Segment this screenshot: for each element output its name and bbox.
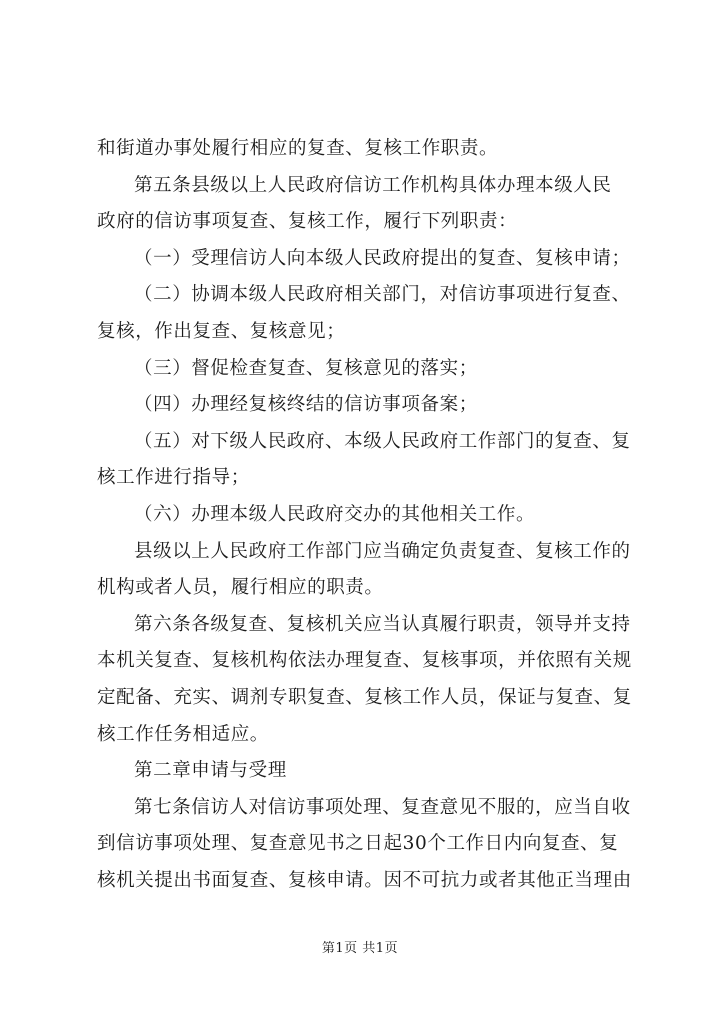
text-line: 核工作进行指导； [97,467,250,489]
text-line: 机构或者人员，履行相应的职责。 [97,577,384,599]
text-line: （六）办理本级人民政府交办的其他相关工作。 [134,503,536,525]
text-line: 县级以上人民政府工作部门应当确定负责复查、复核工作的 [134,540,631,562]
text-line: 第五条县级以上人民政府信访工作机构具体办理本级人民 [134,174,612,196]
text-line: （三）督促检查复查、复核意见的落实； [134,357,478,379]
text-line: 复核，作出复查、复核意见； [97,320,346,342]
page-number: 第1页 共1页 [321,941,399,956]
text-line: （五）对下级人民政府、本级人民政府工作部门的复查、复 [134,430,631,452]
text-line: 第七条信访人对信访事项处理、复查意见不服的，应当自收 [134,796,631,818]
text-line: 和街道办事处履行相应的复查、复核工作职责。 [97,138,499,159]
text-line: 核工作任务相适应。 [97,723,269,745]
text-line: （一）受理信访人向本级人民政府提出的复查、复核申请； [134,247,631,269]
text-line: 到信访事项处理、复查意见书之日起30个工作日内向复查、复 [97,833,619,855]
text-line: 政府的信访事项复查、复核工作，履行下列职责： [97,211,518,233]
text-line: （四）办理经复核终结的信访事项备案； [134,394,478,416]
page-footer [0,937,720,956]
chapter-heading: 第二章申请与受理 [134,760,287,782]
text-line: 第六条各级复查、复核机关应当认真履行职责，领导并支持 [134,613,631,635]
text-line: （二）协调本级人民政府相关部门，对信访事项进行复查、 [134,284,631,306]
text-line: 本机关复查、复核机构依法办理复查、复核事项，并依照有关规 [97,650,632,672]
text-line: 核机关提出书面复查、复核申请。因不可抗力或者其他正当理由 [97,869,632,891]
text-line: 定配备、充实、调剂专职复查、复核工作人员，保证与复查、复 [97,686,632,708]
document-body [97,131,633,899]
